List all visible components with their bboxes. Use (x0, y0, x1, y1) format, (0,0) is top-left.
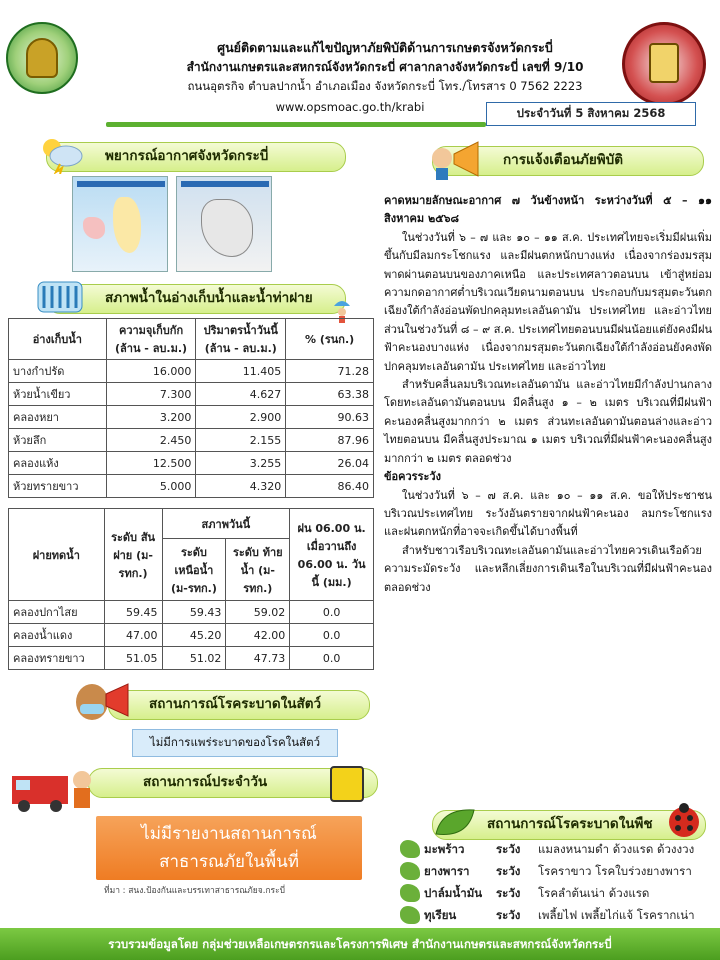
weir-downstream: 47.73 (226, 647, 290, 670)
weir-row (9, 601, 374, 624)
animal-disease-status: ไม่มีการแพร่ระบาดของโรคในสัตว์ (132, 729, 338, 757)
animal-disease-banner (108, 690, 370, 720)
reservoir-row (9, 383, 374, 406)
plant-name: ปาล์มน้ำมัน (424, 886, 483, 900)
weather-map-2[interactable] (176, 176, 272, 272)
reservoir-volume: 11.405 (196, 360, 286, 383)
krabi-logo (622, 22, 706, 106)
weather-cloud-icon (38, 134, 86, 174)
plant-icon (400, 884, 420, 902)
plant-name: ทุเรียน (424, 908, 457, 922)
reservoir-volume: 2.155 (196, 429, 286, 452)
reservoir-name: คลองหยา (9, 406, 107, 429)
reservoir-capacity: 7.300 (106, 383, 196, 406)
weir-upstream: 51.02 (162, 647, 226, 670)
reservoir-capacity: 12.500 (106, 452, 196, 475)
plant-pest: โรคลำต้นเน่า ด้วงแรด (538, 886, 650, 900)
header-title: ศูนย์ติดตามและแก้ไขปัญหาภัยพิบัติด้านการเกษตรจังหวัดกระบี่ (217, 40, 553, 55)
weather-forecast-banner (46, 142, 346, 172)
plant-alert-level: ระวัง (496, 908, 521, 922)
reservoir-volume: 4.320 (196, 475, 286, 498)
reservoir-row (9, 360, 374, 383)
moac-logo (6, 22, 78, 94)
plant-alert-level: ระวัง (496, 886, 521, 900)
footer-bar: รวบรวมข้อมูลโดย กลุ่มช่วยเหลือเกษตรกรและโครงการพิเศษ สำนักงานเกษตรและสหกรณ์จังหวัดกระบี่ (0, 928, 720, 960)
reservoir-percent: 90.63 (286, 406, 374, 429)
reservoir-name: ห้วยลึก (9, 429, 107, 452)
weir-upstream: 59.43 (162, 601, 226, 624)
reservoir-percent: 86.40 (286, 475, 374, 498)
weir-crest: 47.00 (104, 624, 162, 647)
daily-status-line-1: ไม่มีรายงานสถานการณ์ (141, 824, 317, 844)
reservoir-banner (46, 284, 346, 314)
dam-icon (34, 274, 86, 316)
plant-name: มะพร้าว (424, 842, 465, 856)
caution-title: ข้อควรระวัง (384, 470, 441, 484)
warning-paragraph-4: สำหรับชาวเรือบริเวณทะเลอันดามันและอ่าวไทยควรเดินเรือด้วยความระมัดระวัง และหลีกเลี่ยงการเดินเรือในบริเวณที่มีฝนฟ้าคะนองตลอดช่วง (384, 543, 712, 594)
reservoir-capacity: 2.450 (106, 429, 196, 452)
header-divider (106, 122, 486, 127)
plant-alert-level: ระวัง (496, 842, 521, 856)
weir-col-name: ฝายทดน้ำ (9, 509, 105, 601)
plant-pest: แมลงหนามดำ ด้วงแรด ด้วงงวง (538, 842, 695, 856)
warning-paragraph-2: สำหรับคลื่นลมบริเวณทะเลอันดามัน และอ่าวไทยมีกำลังปานกลาง โดยทะเลอันดามันตอนบน มีคลื่นสูง ๑ – ๒ เมตร บริเวณที่มีฝนฟ้าคะนองคลื่นสูงมากกว่า ๒ เมตร ส่วนทะเลอันดามันตอนล่างและอ่าวไทยตอนบน มีคลื่นสูงประมาณ ๑ เมตร บริเวณที่มีฝนฟ้าคะนองคลื่นสูงมากกว่า ๒ เมตร ตลอดช่วง (384, 378, 712, 465)
reservoir-title: สภาพน้ำในอ่างเก็บน้ำและน้ำท่าฝาย (105, 290, 313, 306)
megaphone-icon (428, 138, 488, 182)
weir-name: คลองน้ำแดง (9, 624, 105, 647)
date-box: ประจำวันที่ 5 สิงหาคม 2568 (486, 102, 696, 126)
cow-megaphone-icon (70, 676, 134, 728)
warning-heading: คาดหมายลักษณะอากาศ ๗ วันข้างหน้า ระหว่างวันที่ ๕ – ๑๑ สิงหาคม ๒๕๖๘ (384, 194, 712, 226)
plant-row (400, 860, 716, 882)
plant-pest: โรคราขาว โรคใบร่วงยางพารา (538, 864, 692, 878)
weir-rain: 0.0 (290, 624, 374, 647)
reservoir-volume: 3.255 (196, 452, 286, 475)
reservoir-name: คลองแห้ง (9, 452, 107, 475)
weir-name: คลองทรายขาว (9, 647, 105, 670)
reservoir-name: บางกำปรัด (9, 360, 107, 383)
reservoir-name: ห้วยน้ำเขียว (9, 383, 107, 406)
weir-col-rain: ฝน 06.00 น. เมื่อวานถึง 06.00 น. วันนี้ (มม.) (290, 509, 374, 601)
weir-table (8, 508, 374, 670)
plant-row (400, 882, 716, 904)
weir-name: คลองปกาไสย (9, 601, 105, 624)
reservoir-percent: 26.04 (286, 452, 374, 475)
weir-row (9, 624, 374, 647)
plant-icon (400, 862, 420, 880)
weir-crest: 51.05 (104, 647, 162, 670)
reservoir-volume: 4.627 (196, 383, 286, 406)
plant-alert-level: ระวัง (496, 864, 521, 878)
reservoir-percent: 87.96 (286, 429, 374, 452)
reservoir-row (9, 406, 374, 429)
reservoir-percent: 71.28 (286, 360, 374, 383)
weir-rain: 0.0 (290, 601, 374, 624)
daily-source: ที่มา : สนง.ป้องกันและบรรเทาสาธารณภัยจ.กระบี่ (104, 886, 286, 896)
weir-rain: 0.0 (290, 647, 374, 670)
weir-downstream: 42.00 (226, 624, 290, 647)
warning-title: การแจ้งเตือนภัยพิบัติ (503, 152, 623, 168)
warning-paragraph-3: ในช่วงวันที่ ๖ – ๗ ส.ค. และ ๑๐ – ๑๑ ส.ค. ขอให้ประชาชนบริเวณประเทศไทย ระวังอันตรายจากฝนฟ้าคะนอง ลมกระโชกแรง และฝนตกหนักที่อาจจะเกิดขึ้นได้บางพื้นที่ (384, 488, 712, 539)
daily-status-box (96, 816, 362, 880)
header-address: ถนนอุตรกิจ ตำบลปากน้ำ อำเภอเมือง จังหวัดกระบี่ โทร./โทรสาร 0 7562 2223 (187, 79, 583, 93)
weir-upstream: 45.20 (162, 624, 226, 647)
reservoir-capacity: 3.200 (106, 406, 196, 429)
reservoir-row (9, 429, 374, 452)
plant-name: ยางพารา (424, 864, 470, 878)
weir-col-upstream: ระดับ เหนือน้ำ (ม-รทก.) (162, 539, 226, 601)
reservoir-capacity: 16.000 (106, 360, 196, 383)
disaster-office-logo (330, 766, 364, 802)
ladybug-icon (664, 800, 704, 840)
reservoir-col-volume: ปริมาตรน้ำวันนี้ (ล้าน - ลบ.ม.) (196, 319, 286, 360)
plant-row (400, 838, 716, 860)
reservoir-name: ห้วยทรายขาว (9, 475, 107, 498)
plant-pest: เพลี้ยไฟ เพลี้ยไก่แจ้ โรครากเน่า (538, 908, 695, 922)
daily-title: สถานการณ์ประจำวัน (143, 774, 268, 790)
reservoir-row (9, 475, 374, 498)
reservoir-col-name: อ่างเก็บน้ำ (9, 319, 107, 360)
animal-disease-title: สถานการณ์โรคระบาดในสัตว์ (149, 696, 322, 712)
weir-row (9, 647, 374, 670)
plant-icon (400, 906, 420, 924)
header-office: สำนักงานเกษตรและสหกรณ์จังหวัดกระบี่ ศาลากลางจังหวัดกระบี่ เลขที่ 9/10 (186, 60, 584, 74)
weir-col-today: สภาพวันนี้ (162, 509, 290, 539)
plant-icon (400, 840, 420, 858)
weir-downstream: 59.02 (226, 601, 290, 624)
warning-text (384, 192, 712, 597)
header-website[interactable]: www.opsmoac.go.th/krabi (275, 100, 425, 114)
plant-list (400, 838, 716, 926)
reservoir-row (9, 452, 374, 475)
warning-paragraph-1: ในช่วงวันที่ ๖ – ๗ และ ๑๐ – ๑๑ ส.ค. ประเทศไทยจะเริ่มมีฝนเพิ่มขึ้นกับมีลมกระโชกแรง และมีฝนตกหนักบางแห่ง เนื่องจากร่องมรสุมพาดผ่านตอนบนของภาคเหนือ และประเทศลาวตอนบน เข้าสู่หย่อมความกดอากาศต่ำบริเวณเวียดนามตอนบน ประกอบกับมรสุมตะวันตกเฉียงใต้กำลังอ่อนพัดปกคลุมทะเลอันดามัน ประเทศไทย และอ่าวไทย ส่วนในช่วงวันที่ ๘ – ๙ ส.ค. ประเทศไทยตอนบนมีฝนน้อยแต่ยังคงมีฝนฟ้าคะนองบางแห่ง เนื่องจากมรสุมตะวันตกเฉียงใต้กำลังอ่อนยังคงพัดปกคลุมทะเลอันดามัน ประเทศไทย และอ่าวไทย (384, 230, 712, 373)
reservoir-col-capacity: ความจุเก็บกัก (ล้าน - ลบ.ม.) (106, 319, 196, 360)
daily-status-line-2: สาธารณภัยในพื้นที่ (159, 852, 299, 872)
reservoir-col-percent: % (รนก.) (286, 319, 374, 360)
weather-forecast-title: พยากรณ์อากาศจังหวัดกระบี่ (105, 148, 269, 164)
weir-col-downstream: ระดับ ท้ายน้ำ (ม-รทก.) (226, 539, 290, 601)
reservoir-volume: 2.900 (196, 406, 286, 429)
plant-row (400, 904, 716, 926)
fire-truck-icon (8, 760, 98, 814)
weir-col-crest: ระดับ สันฝาย (ม-รทก.) (104, 509, 162, 601)
reservoir-capacity: 5.000 (106, 475, 196, 498)
reservoir-table (8, 318, 374, 498)
plant-disease-title: สถานการณ์โรคระบาดในพืช (487, 816, 653, 832)
reservoir-percent: 63.38 (286, 383, 374, 406)
weir-crest: 59.45 (104, 601, 162, 624)
weather-map-1[interactable] (72, 176, 168, 272)
